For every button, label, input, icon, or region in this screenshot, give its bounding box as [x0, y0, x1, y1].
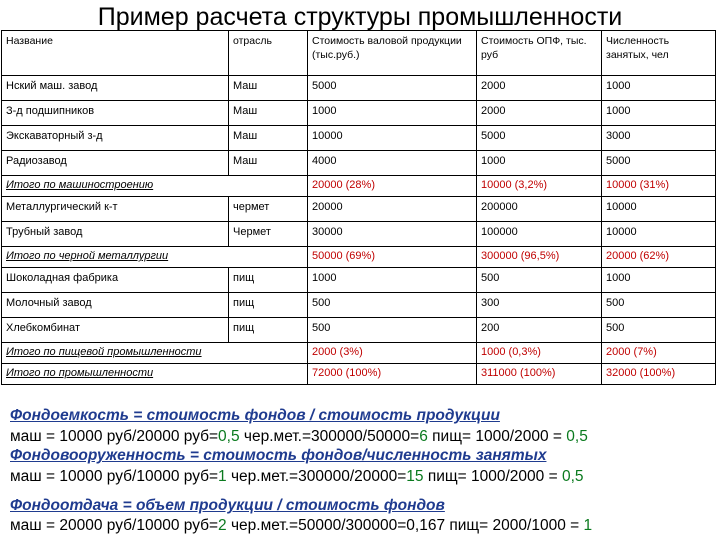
header-fixed-assets: Стоимость ОПФ, тыс. руб: [477, 31, 602, 76]
subtotal-label: Итого по черной металлургии: [2, 247, 308, 268]
grand-total-label: Итого по промышленности: [2, 364, 308, 385]
formula-text: чер.мет.=300000/50000=: [239, 428, 420, 445]
subtotal-row: [2, 176, 716, 197]
table-row: [2, 268, 716, 293]
cell-output: 10000: [308, 126, 477, 151]
cell-output: 500: [308, 293, 477, 318]
capital-productivity-line: [10, 516, 592, 535]
cell-branch: Маш: [229, 126, 308, 151]
formula-text: маш = 10000 руб/10000 руб=: [10, 468, 219, 485]
subtotal-row: [2, 247, 716, 268]
formula-value: 0,5: [561, 468, 584, 485]
cell-branch: пищ: [229, 293, 308, 318]
formula-value: 6: [419, 428, 428, 445]
cell-employees: 500: [602, 318, 716, 343]
subtotal-assets: 300000 (96,5%): [477, 247, 602, 268]
capital-productivity-heading: Фондоотдача = объем продукции / стоимость фондов: [10, 497, 445, 514]
table-row: [2, 222, 716, 247]
cell-branch: Маш: [229, 101, 308, 126]
grand-total-output: 72000 (100%): [308, 364, 477, 385]
formula-text: пищ= 1000/2000 =: [427, 428, 567, 445]
subtotal-assets: 1000 (0,3%): [477, 343, 602, 364]
table-row: [2, 101, 716, 126]
formula-value: 0,5: [566, 428, 588, 445]
subtotal-assets: 10000 (3,2%): [477, 176, 602, 197]
page-title: Пример расчета структуры промышленности: [97, 3, 623, 31]
cell-output: 500: [308, 318, 477, 343]
table-row: [2, 126, 716, 151]
cell-output: 5000: [308, 76, 477, 101]
formula-value: 15: [406, 468, 424, 485]
header-output-value: Стоимость валовой продукции (тыс.руб.): [308, 31, 477, 76]
subtotal-output: 20000 (28%): [308, 176, 477, 197]
grand-total-assets: 311000 (100%): [477, 364, 602, 385]
cell-output: 1000: [308, 268, 477, 293]
cell-employees: 3000: [602, 126, 716, 151]
grand-total-employees: 32000 (100%): [602, 364, 716, 385]
formula-text: пищ= 1000/2000 =: [423, 468, 562, 485]
cell-branch: Маш: [229, 151, 308, 176]
table-row: [2, 293, 716, 318]
cell-branch: чермет: [229, 197, 308, 222]
formula-text: маш = 10000 руб/20000 руб=: [10, 428, 219, 445]
cell-branch: пищ: [229, 268, 308, 293]
subtotal-employees: 2000 (7%): [602, 343, 716, 364]
table-row: [2, 151, 716, 176]
subtotal-row: [2, 343, 716, 364]
cell-output: 30000: [308, 222, 477, 247]
table-row: [2, 318, 716, 343]
cell-output: 4000: [308, 151, 477, 176]
formula-value: 1: [218, 468, 227, 485]
cell-employees: 500: [602, 293, 716, 318]
formula-value: 0,5: [218, 428, 240, 445]
cell-assets: 1000: [477, 151, 602, 176]
cell-assets: 100000: [477, 222, 602, 247]
table-row: [2, 197, 716, 222]
cell-employees: 5000: [602, 151, 716, 176]
cell-assets: 200000: [477, 197, 602, 222]
formula-value: 1: [583, 517, 593, 534]
cell-name: Экскаваторный з-д: [2, 126, 229, 151]
cell-employees: 10000: [602, 222, 716, 247]
header-name: Название: [2, 31, 229, 76]
cell-name: Молочный завод: [2, 293, 229, 318]
cell-assets: 2000: [477, 76, 602, 101]
formula-text: чер.мет.=300000/20000=: [226, 468, 407, 485]
cell-name: Металлургический к-т: [2, 197, 229, 222]
capital-labor-ratio-line: [10, 467, 584, 486]
formula-value: 2: [218, 517, 227, 534]
cell-branch: Маш: [229, 76, 308, 101]
cell-output: 20000: [308, 197, 477, 222]
capital-labor-ratio-heading: Фондовооруженность = стоимость фондов/численность занятых: [10, 447, 547, 464]
subtotal-output: 2000 (3%): [308, 343, 477, 364]
subtotal-label: Итого по пищевой промышленности: [2, 343, 308, 364]
industry-structure-table: [1, 30, 716, 385]
cell-assets: 300: [477, 293, 602, 318]
capital-intensity-heading: Фондоемкость = стоимость фондов / стоимость продукции: [10, 407, 500, 424]
cell-assets: 2000: [477, 101, 602, 126]
formula-text: чер.мет.=50000/300000=0,167 пищ= 2000/1000 =: [226, 517, 584, 534]
cell-assets: 200: [477, 318, 602, 343]
header-branch: отрасль: [229, 31, 308, 76]
cell-assets: 500: [477, 268, 602, 293]
cell-employees: 10000: [602, 197, 716, 222]
cell-name: Хлебкомбинат: [2, 318, 229, 343]
table-header-row: [2, 31, 716, 76]
subtotal-employees: 10000 (31%): [602, 176, 716, 197]
cell-output: 1000: [308, 101, 477, 126]
cell-assets: 5000: [477, 126, 602, 151]
subtotal-label: Итого по машиностроению: [2, 176, 308, 197]
cell-branch: пищ: [229, 318, 308, 343]
cell-name: Нский маш. завод: [2, 76, 229, 101]
cell-name: Трубный завод: [2, 222, 229, 247]
cell-employees: 1000: [602, 101, 716, 126]
cell-name: З-д подшипников: [2, 101, 229, 126]
grand-total-row: [2, 364, 716, 385]
cell-employees: 1000: [602, 268, 716, 293]
capital-intensity-line: [10, 427, 588, 446]
cell-employees: 1000: [602, 76, 716, 101]
cell-name: Радиозавод: [2, 151, 229, 176]
header-employees: Численность занятых, чел: [602, 31, 716, 76]
formula-text: маш = 20000 руб/10000 руб=: [10, 517, 219, 534]
subtotal-employees: 20000 (62%): [602, 247, 716, 268]
cell-branch: Чермет: [229, 222, 308, 247]
cell-name: Шоколадная фабрика: [2, 268, 229, 293]
table-row: [2, 76, 716, 101]
subtotal-output: 50000 (69%): [308, 247, 477, 268]
